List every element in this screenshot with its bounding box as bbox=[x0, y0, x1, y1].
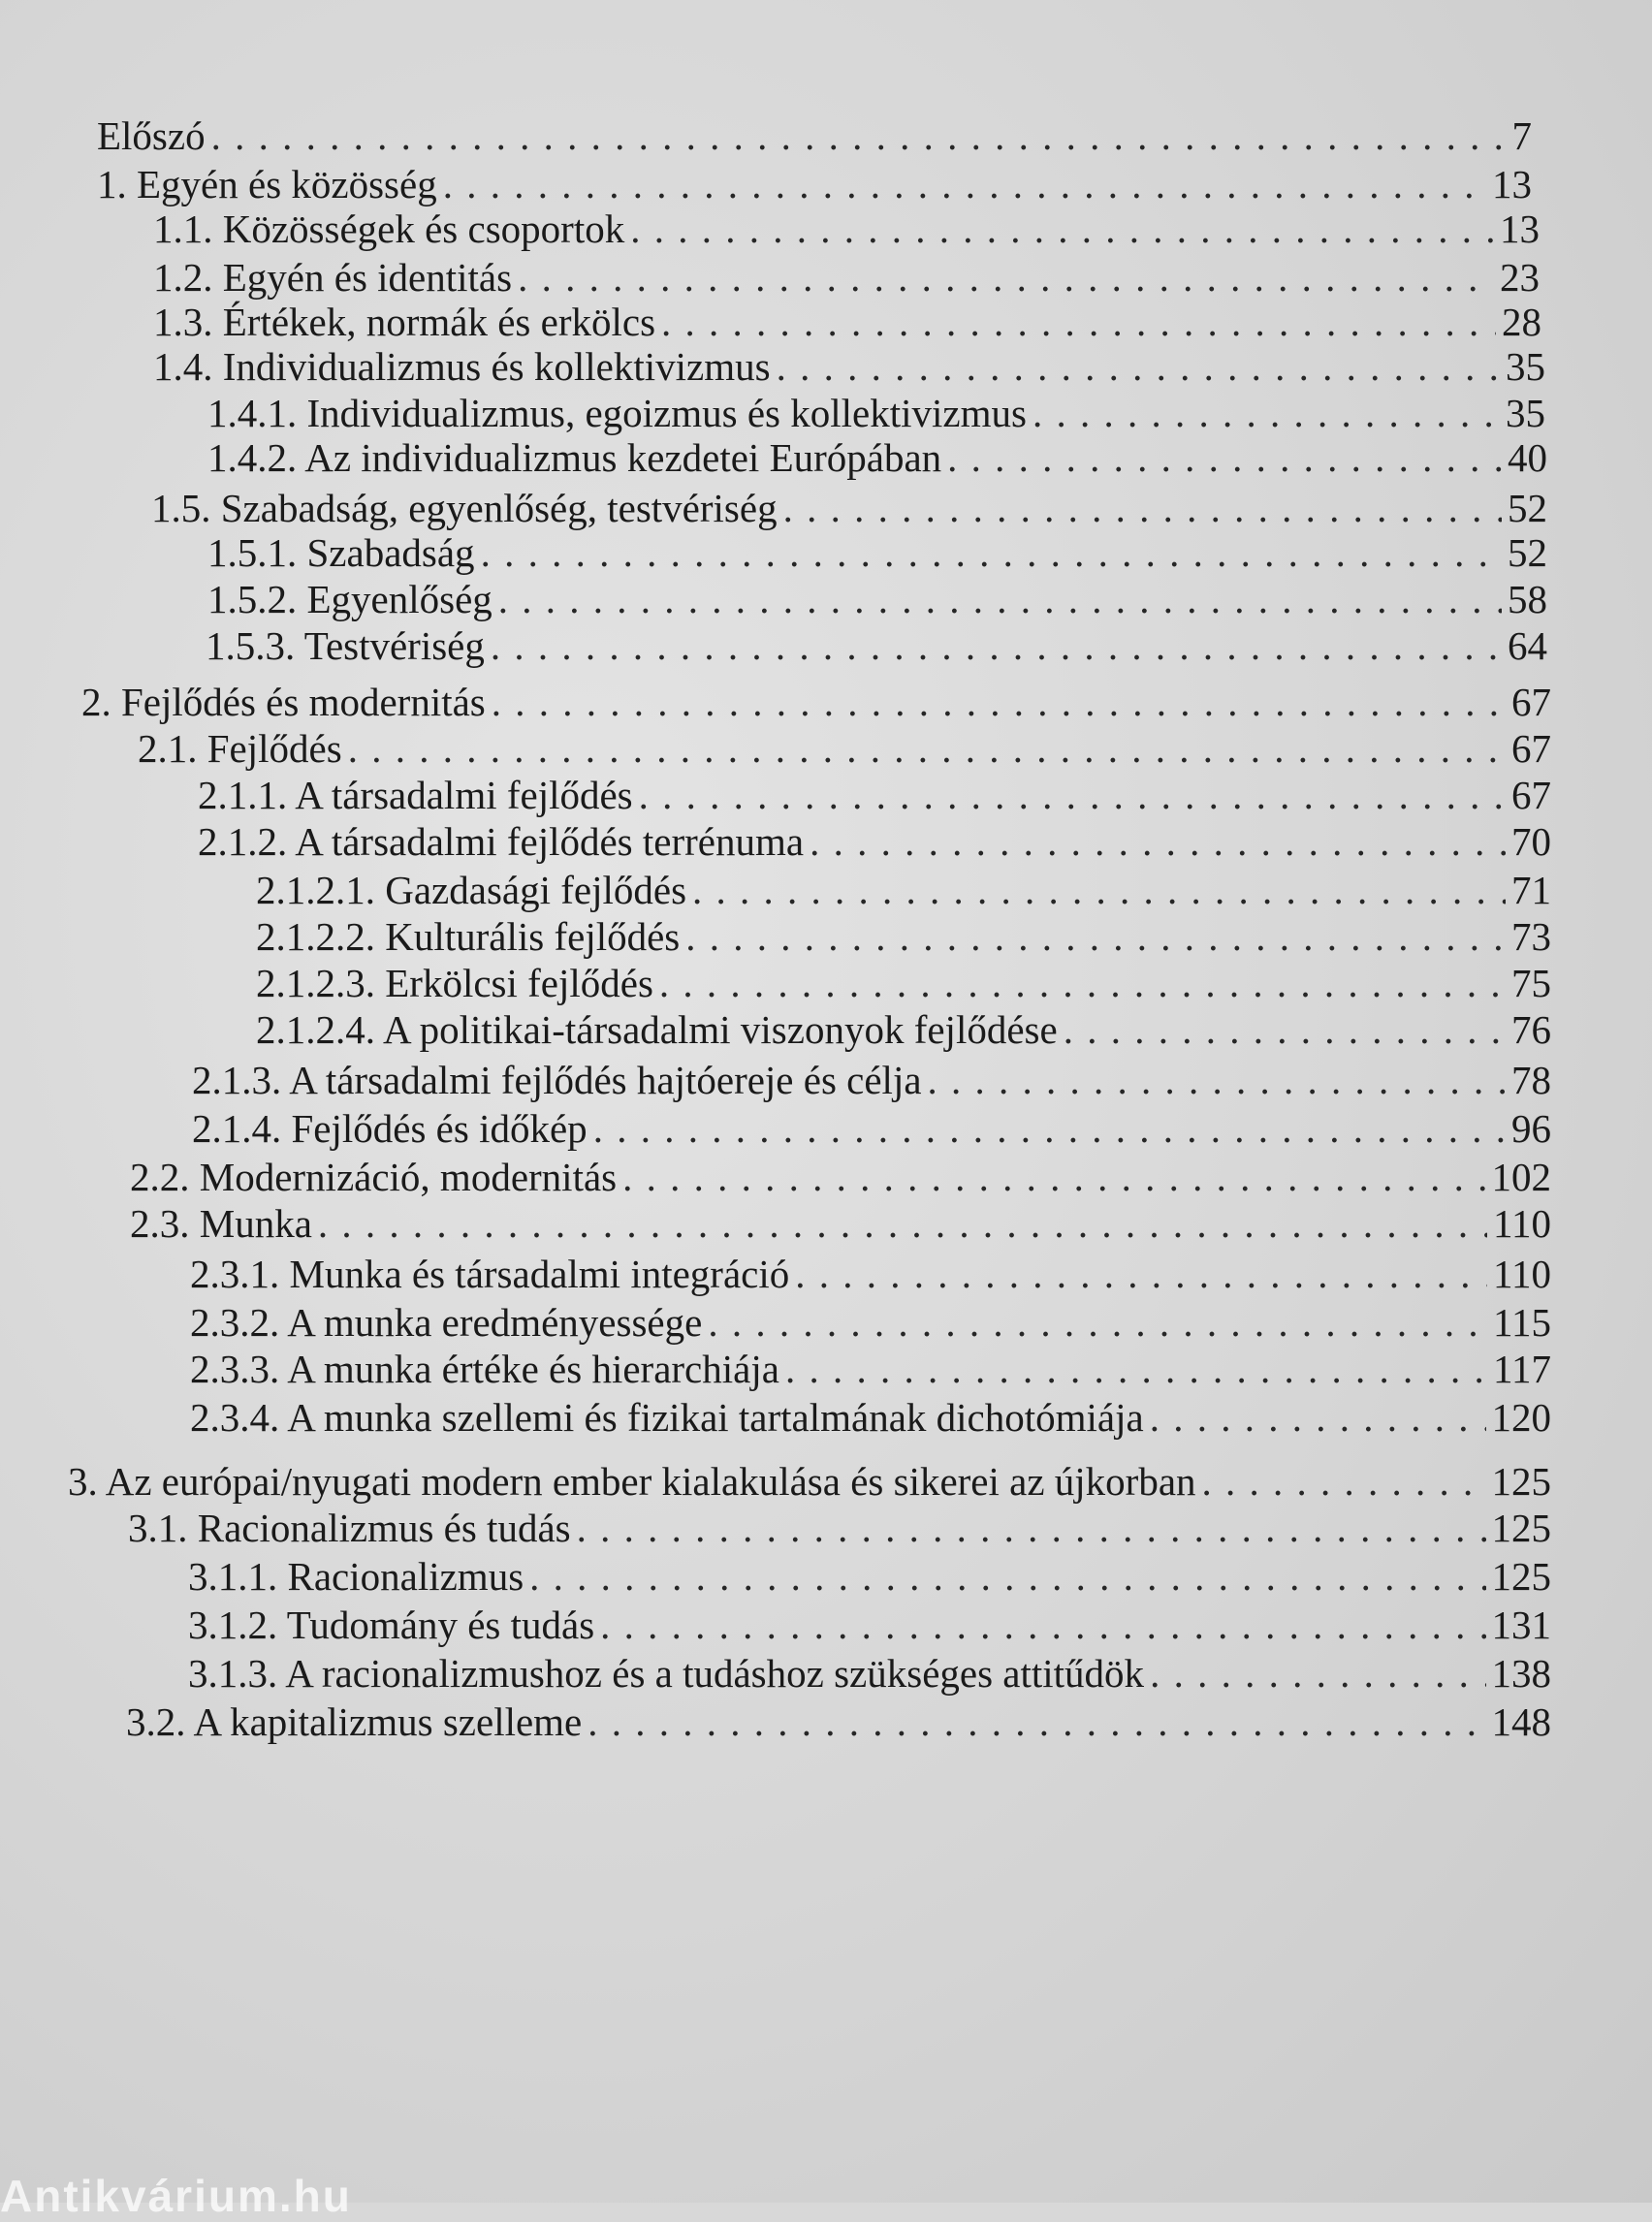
dot-leader bbox=[630, 202, 1494, 256]
toc-entry bbox=[256, 1002, 1551, 1057]
toc-entry-title: 3.2. A kapitalizmus szelleme bbox=[126, 1699, 583, 1744]
toc-entry bbox=[207, 430, 1547, 485]
toc-entry-page-number: 110 bbox=[1493, 1201, 1551, 1246]
toc-entry-title: 2.1.2. A társadalmi fejlődés terrénuma bbox=[198, 819, 805, 864]
dot-leader bbox=[785, 1342, 1487, 1396]
toc-entry-title: 2.3.2. A munka eredményessége bbox=[190, 1300, 703, 1345]
toc-entry-title: 1.1. Közösségek és csoportok bbox=[153, 206, 625, 251]
toc-entry-title: 3.1.1. Racionalizmus bbox=[188, 1554, 524, 1599]
toc-entry-title: 3.1.2. Tudomány és tudás bbox=[188, 1603, 595, 1647]
toc-entry-title: 1.3. Értékek, normák és erkölcs bbox=[153, 300, 656, 344]
toc-entry bbox=[153, 202, 1540, 256]
toc-entry-title: 2.3. Munka bbox=[130, 1201, 312, 1246]
toc-entry-title: 1.5.1. Szabadság bbox=[207, 530, 475, 575]
toc-entry bbox=[190, 1342, 1551, 1396]
toc-entry-title: 2.3.1. Munka és társadalmi integráció bbox=[190, 1252, 790, 1296]
toc-entry-page-number: 117 bbox=[1493, 1347, 1551, 1391]
toc-entry-page-number: 67 bbox=[1511, 726, 1551, 771]
toc-entry-title: Előszó bbox=[97, 113, 206, 158]
dot-leader bbox=[600, 1598, 1485, 1652]
toc-entry-title: 1.4.2. Az individualizmus kezdetei Európában bbox=[207, 435, 942, 480]
toc-entry-page-number: 76 bbox=[1511, 1007, 1551, 1052]
dot-leader bbox=[1064, 1002, 1506, 1057]
toc-entry-page-number: 67 bbox=[1511, 680, 1551, 724]
toc-entry-title: 1.5.3. Testvériség bbox=[206, 623, 485, 668]
toc-entry-title: 2.1.1. A társadalmi fejlődés bbox=[198, 773, 633, 817]
toc-entry-page-number: 28 bbox=[1502, 300, 1541, 344]
dot-leader bbox=[318, 1196, 1487, 1251]
dot-leader bbox=[1150, 1646, 1485, 1700]
toc-entry-page-number: 75 bbox=[1511, 961, 1551, 1005]
dot-leader bbox=[928, 1053, 1506, 1107]
toc-entry-page-number: 67 bbox=[1511, 773, 1551, 817]
toc-entry-page-number: 78 bbox=[1511, 1058, 1551, 1102]
toc-entry-page-number: 7 bbox=[1511, 113, 1532, 158]
toc-entry-page-number: 13 bbox=[1500, 206, 1540, 251]
toc-entry-title: 1.4. Individualizmus és kollektivizmus bbox=[153, 344, 771, 389]
toc-entry-page-number: 148 bbox=[1491, 1699, 1551, 1744]
toc-entry-page-number: 125 bbox=[1491, 1506, 1551, 1550]
toc-entry-title: 1. Egyén és közösség bbox=[97, 162, 437, 206]
toc-entry-title: 1.4.1. Individualizmus, egoizmus és kollektivizmus bbox=[207, 391, 1027, 435]
toc-entry-page-number: 120 bbox=[1491, 1395, 1551, 1440]
dot-leader bbox=[810, 814, 1506, 869]
toc-entry-title: 1.5.2. Egyenlőség bbox=[207, 577, 492, 621]
toc-entry-title: 2.1.3. A társadalmi fejlődés hajtóereje és célja bbox=[192, 1058, 922, 1102]
toc-entry bbox=[198, 814, 1551, 869]
toc-entry-page-number: 125 bbox=[1491, 1554, 1551, 1599]
toc-entry-title: 2.1.2.2. Kulturális fejlődés bbox=[256, 914, 681, 959]
toc-entry bbox=[128, 1501, 1551, 1555]
toc-entry-title: 1.2. Egyén és identitás bbox=[153, 255, 513, 300]
toc-entry-title: 2.1. Fejlődés bbox=[138, 726, 342, 771]
toc-entry-page-number: 96 bbox=[1511, 1106, 1551, 1151]
toc-entry-title: 3.1. Racionalizmus és tudás bbox=[128, 1506, 571, 1550]
toc-entry bbox=[188, 1549, 1551, 1603]
toc-entry-page-number: 70 bbox=[1511, 819, 1551, 864]
toc-entry-title: 2.3.3. A munka értéke és hierarchiája bbox=[190, 1347, 779, 1391]
toc-entry-title: 2.1.4. Fejlődés és időkép bbox=[192, 1106, 588, 1151]
toc-entry-page-number: 52 bbox=[1508, 486, 1547, 530]
toc-entry-page-number: 23 bbox=[1500, 255, 1540, 300]
toc-entry-title: 2.2. Modernizáció, modernitás bbox=[130, 1155, 618, 1199]
toc-entry-title: 2.1.2.3. Erkölcsi fejlődés bbox=[256, 961, 653, 1005]
toc-entry bbox=[206, 619, 1547, 673]
toc-entry-page-number: 35 bbox=[1506, 391, 1545, 435]
toc-entry-title: 3. Az európai/nyugati modern ember kialakulása és sikerei az újkorban bbox=[68, 1459, 1196, 1504]
toc-entry-page-number: 58 bbox=[1508, 577, 1547, 621]
dot-leader bbox=[211, 109, 1507, 163]
toc-entry-title: 1.5. Szabadság, egyenlőség, testvériség bbox=[151, 486, 778, 530]
toc-entry-page-number: 73 bbox=[1511, 914, 1551, 959]
dot-leader bbox=[947, 430, 1502, 485]
toc-entry-page-number: 35 bbox=[1506, 344, 1545, 389]
toc-entry-page-number: 102 bbox=[1491, 1155, 1551, 1199]
toc-entry bbox=[190, 1390, 1551, 1444]
toc-entry-title: 2.1.2.1. Gazdasági fejlődés bbox=[256, 868, 687, 912]
dot-leader bbox=[1150, 1390, 1486, 1444]
dot-leader bbox=[588, 1695, 1485, 1749]
toc-entry-title: 2. Fejlődés és modernitás bbox=[81, 680, 486, 724]
toc-entry-page-number: 131 bbox=[1491, 1603, 1551, 1647]
toc-entry-page-number: 52 bbox=[1508, 530, 1547, 575]
toc-entry-title: 3.1.3. A racionalizmushoz és a tudáshoz szükséges attitűdök bbox=[188, 1651, 1145, 1696]
dot-leader bbox=[593, 1101, 1506, 1156]
toc-entry-page-number: 115 bbox=[1493, 1300, 1551, 1345]
toc-entry bbox=[130, 1196, 1551, 1251]
toc-entry-title: 2.3.4. A munka szellemi és fizikai tartalmának dichotómiája bbox=[190, 1395, 1144, 1440]
toc-entry-page-number: 64 bbox=[1508, 623, 1547, 668]
toc-entry-page-number: 125 bbox=[1491, 1459, 1551, 1504]
toc-entry-page-number: 71 bbox=[1511, 868, 1551, 912]
toc-entry bbox=[188, 1646, 1551, 1700]
toc-entry-page-number: 40 bbox=[1508, 435, 1547, 480]
toc-entry bbox=[188, 1598, 1551, 1652]
toc-entry bbox=[126, 1695, 1551, 1749]
toc-entry-page-number: 13 bbox=[1492, 162, 1532, 206]
dot-leader bbox=[491, 619, 1502, 673]
toc-entry-title: 2.1.2.4. A politikai-társadalmi viszonyok fejlődése bbox=[256, 1007, 1058, 1052]
toc-entry bbox=[192, 1101, 1551, 1156]
watermark: Antikvárium.hu bbox=[0, 2171, 352, 2221]
toc-entry bbox=[192, 1053, 1551, 1107]
dot-leader bbox=[577, 1501, 1486, 1555]
toc-entry-page-number: 110 bbox=[1493, 1252, 1551, 1296]
toc-entry bbox=[97, 109, 1532, 163]
toc-entry-page-number: 138 bbox=[1491, 1651, 1551, 1696]
toc-entry bbox=[190, 1247, 1551, 1301]
dot-leader bbox=[529, 1549, 1485, 1603]
dot-leader bbox=[795, 1247, 1487, 1301]
